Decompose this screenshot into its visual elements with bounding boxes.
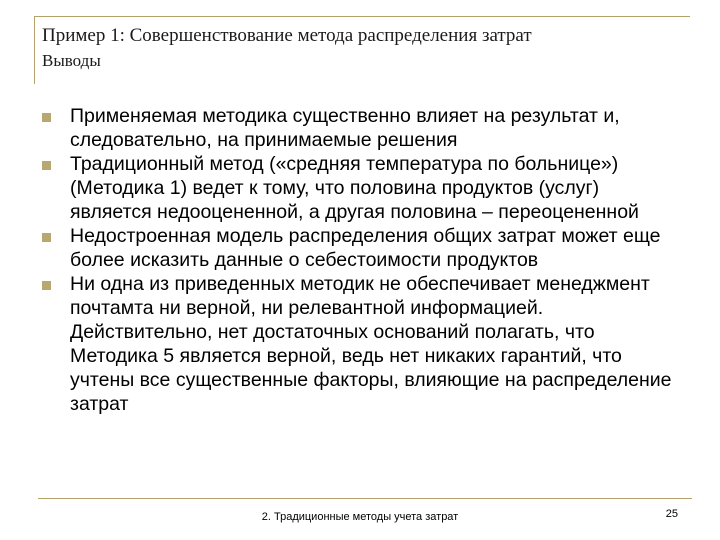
square-bullet-icon [42, 113, 51, 122]
slide-subtitle: Выводы [42, 51, 101, 70]
title-frame-left [34, 16, 35, 84]
title-frame-top [34, 16, 690, 17]
bullet-list [42, 104, 682, 416]
bullet-item [42, 104, 682, 152]
square-bullet-icon [42, 233, 51, 242]
bullet-item [42, 224, 682, 272]
bullet-text: Традиционный метод («средняя температура по больнице») (Методика 1) ведет к тому, что половина продуктов (услуг) является недооцененной, а другая половина – переоцененной [70, 153, 639, 223]
bullet-text: Применяемая методика существенно влияет на результат и, следовательно, на принимаемые решения [70, 105, 620, 151]
bullet-text: Недостроенная модель распределения общих затрат может еще более исказить данные о себестоимости продуктов [70, 225, 661, 271]
footer-divider [38, 498, 692, 499]
page-number: 25 [665, 508, 678, 520]
footer-text: 2. Традиционные методы учета затрат [261, 511, 459, 523]
square-bullet-icon [42, 161, 51, 170]
bullet-text: Ни одна из приведенных методик не обеспечивает менеджмент почтамта ни верной, ни релевантной информацией. Действительно, нет достаточных оснований полагать, что Методика 5 является верной, ведь нет никаких гарантий, что учтены все существенные факторы, влияющие на распределение затрат [70, 273, 672, 415]
bullet-item [42, 272, 682, 416]
square-bullet-icon [42, 281, 51, 290]
bullet-item [42, 152, 682, 224]
slide-title: Пример 1: Совершенствование метода распределения затрат [42, 25, 532, 46]
